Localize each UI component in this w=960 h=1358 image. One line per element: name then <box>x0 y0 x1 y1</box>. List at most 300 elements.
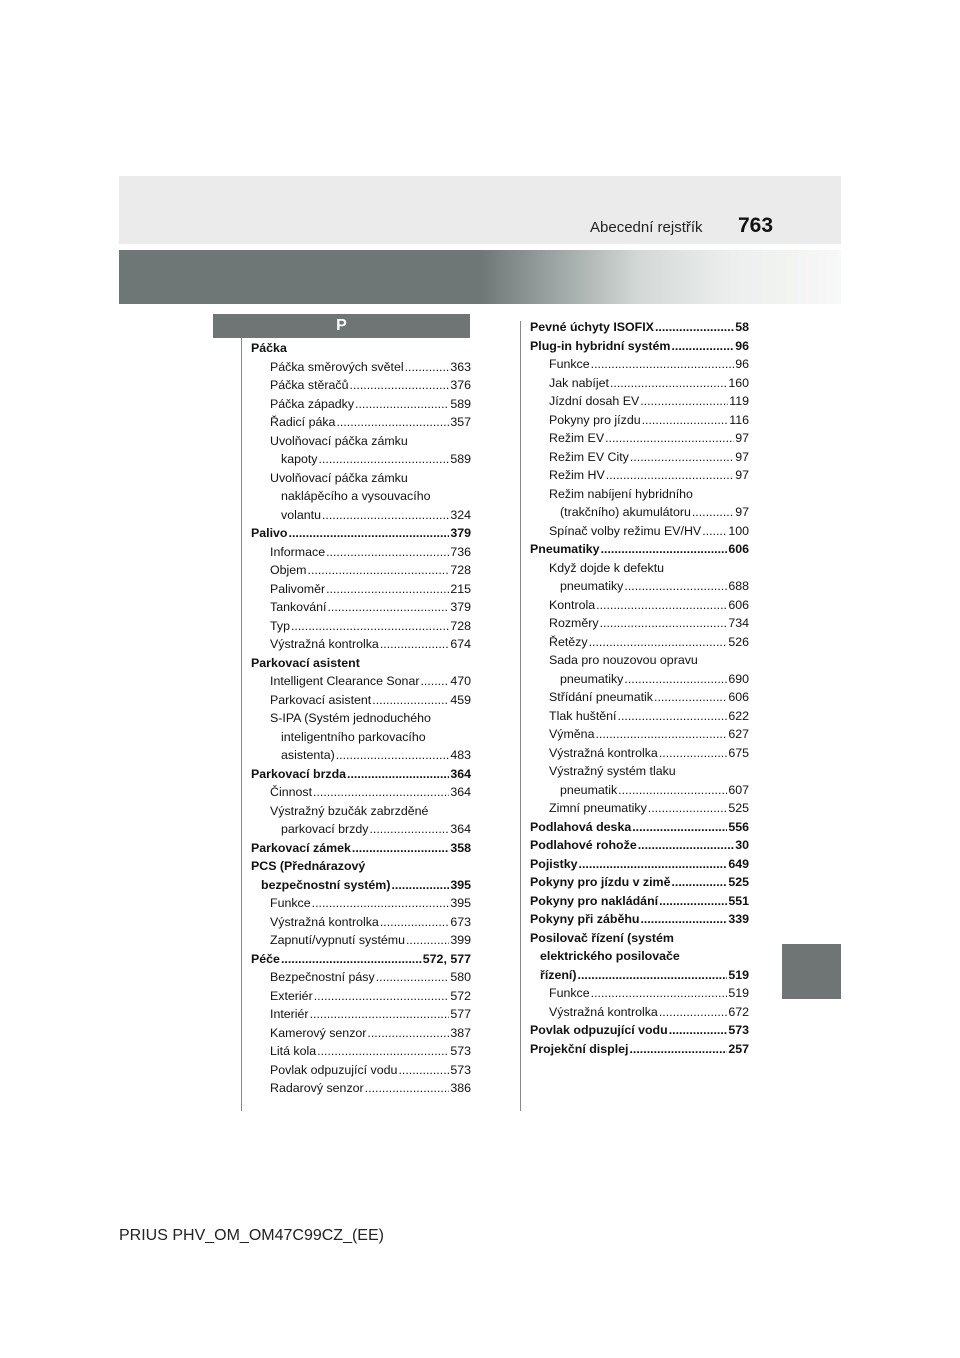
index-entry-term: Páčka <box>251 341 287 355</box>
index-entry <box>251 765 471 784</box>
index-entry-page[interactable]: 364 <box>450 785 471 799</box>
index-entry-term: Péče <box>251 951 280 966</box>
index-entry-term: PCS (Přednárazový <box>251 859 366 873</box>
index-entry-page[interactable]: 215 <box>450 581 471 596</box>
index-entry <box>251 450 471 469</box>
index-entry-term: Režim nabíjení hybridního <box>549 486 693 501</box>
index-entry-term: Posilovač řízení (systém <box>530 930 674 945</box>
index-entry-page[interactable]: 96 <box>735 338 749 353</box>
right-column-rule <box>520 321 521 1111</box>
index-entry-term: Výstražný bzučák zabrzděné <box>270 803 429 818</box>
index-entry-page[interactable]: 519 <box>728 967 749 982</box>
index-entry-page[interactable]: 399 <box>450 933 471 947</box>
index-entry-term: Výstražný systém tlaku <box>549 764 676 778</box>
index-entry-term: Páčka směrových světel <box>270 359 404 374</box>
index-entry-term: Spínač volby režimu EV/HV <box>549 523 702 538</box>
index-entry <box>530 651 749 670</box>
index-entry <box>530 855 749 874</box>
index-entry-page[interactable]: 257 <box>728 1041 749 1056</box>
index-entry <box>251 691 471 710</box>
index-entry-term: Režim EV <box>549 431 605 445</box>
index-entry-page[interactable]: 324 <box>450 507 471 522</box>
dot-leader <box>591 984 728 1003</box>
index-entry <box>530 873 749 892</box>
index-entry-term: Pokyny pro jízdu v zimě <box>530 875 671 889</box>
index-entry <box>251 413 471 432</box>
index-entry-page[interactable]: 387 <box>450 1025 471 1040</box>
dot-leader <box>579 855 728 874</box>
index-entry-page[interactable]: 363 <box>450 359 471 374</box>
index-entry <box>251 395 471 414</box>
index-entry <box>530 522 749 541</box>
index-entry-page[interactable]: 572, 577 <box>422 951 471 966</box>
index-entry-term: Páčka stěračů <box>270 378 349 392</box>
index-entry <box>530 947 749 966</box>
index-entry-page[interactable]: 589 <box>450 452 471 466</box>
index-entry <box>530 559 749 578</box>
dot-leader <box>654 688 727 707</box>
index-entry-page[interactable]: 573 <box>728 1023 749 1037</box>
dot-leader <box>281 950 422 969</box>
index-entry <box>530 503 749 522</box>
index-entry-page[interactable]: 573 <box>450 1044 471 1058</box>
dot-leader <box>380 913 450 932</box>
index-entry-page[interactable]: 358 <box>450 840 471 855</box>
index-entry-page[interactable]: 688 <box>728 579 749 593</box>
index-entry-term: Tlak huštění <box>549 708 617 723</box>
left-column-rule <box>241 321 242 1111</box>
dot-leader <box>420 672 449 691</box>
index-entry-page[interactable]: 728 <box>450 618 471 633</box>
dot-leader <box>630 448 734 467</box>
index-entry-term: Řadicí páka <box>270 415 336 429</box>
index-entry <box>530 1040 749 1059</box>
index-entry-page[interactable]: 525 <box>728 801 749 815</box>
dot-leader <box>596 596 727 615</box>
dot-leader <box>638 836 734 855</box>
dot-leader <box>310 1005 450 1024</box>
dot-leader <box>692 503 734 522</box>
index-entry-page[interactable]: 607 <box>728 782 749 797</box>
index-entry-term: Střídání pneumatik <box>549 690 654 704</box>
index-entry <box>251 654 471 673</box>
index-entry-term: Pokyny pro nakládání <box>530 893 659 908</box>
index-entry-term: Zapnutí/vypnutí systému <box>270 933 405 947</box>
index-entry-term: Parkovací brzda <box>251 766 347 781</box>
index-entry <box>530 762 749 781</box>
dot-leader <box>601 540 728 559</box>
index-entry-page[interactable]: 690 <box>728 671 749 686</box>
index-entry-term: parkovací brzdy <box>281 822 369 836</box>
index-entry-page[interactable]: 622 <box>728 708 749 723</box>
index-entry <box>530 485 749 504</box>
dot-leader <box>632 818 727 837</box>
index-entry-page[interactable]: 589 <box>450 396 471 411</box>
index-entry-page[interactable]: 526 <box>728 634 749 649</box>
index-entry-term: Páčka západky <box>270 396 355 411</box>
dot-leader <box>352 839 449 858</box>
index-entry-page[interactable]: 649 <box>728 856 749 871</box>
index-entry-page[interactable]: 395 <box>450 877 471 892</box>
index-entry-term: Funkce <box>270 896 311 910</box>
dot-leader <box>319 450 450 469</box>
index-entry-term: pneumatiky <box>560 579 624 593</box>
index-column-left <box>251 339 471 1098</box>
index-entry-term: Litá kola <box>270 1044 317 1058</box>
index-entry-term: Když dojde k defektu <box>549 560 665 575</box>
dot-leader <box>642 411 729 430</box>
index-entry-term: Uvolňovací páčka zámku <box>270 470 408 485</box>
dot-leader <box>372 691 449 710</box>
dot-leader <box>624 670 727 689</box>
index-entry-term: Parkovací zámek <box>251 840 351 855</box>
index-entry-term: Výstražná kontrolka <box>549 1004 658 1019</box>
dot-leader <box>350 376 450 395</box>
index-entry <box>251 339 471 358</box>
index-entry-term: Činnost <box>270 785 313 799</box>
dot-leader <box>326 543 449 562</box>
index-entry <box>251 950 471 969</box>
dot-leader <box>589 633 728 652</box>
dot-leader <box>289 524 450 543</box>
index-entry-term: Informace <box>270 544 326 559</box>
dot-leader <box>314 987 450 1006</box>
index-entry-term: elektrického posilovače <box>540 949 680 963</box>
index-entry-term: Povlak odpuzující vodu <box>270 1062 398 1077</box>
index-entry-term: Pokyny pro jízdu <box>549 412 641 427</box>
index-entry <box>251 580 471 599</box>
index-entry-term: Tankování <box>270 600 327 614</box>
index-entry-term: Režim EV City <box>549 449 629 464</box>
index-entry-term: Zimní pneumatiky <box>549 801 647 815</box>
index-entry-page[interactable]: 97 <box>735 431 749 445</box>
dot-leader <box>308 561 450 580</box>
dot-leader <box>640 392 728 411</box>
index-entry-page[interactable]: 525 <box>728 875 749 889</box>
index-entry-term: Pevné úchyty ISOFIX <box>530 320 654 334</box>
index-entry-page[interactable]: 551 <box>728 893 749 908</box>
dot-leader <box>606 466 734 485</box>
index-entry-term: Podlahová deska <box>530 819 632 834</box>
dot-leader <box>640 910 727 929</box>
index-entry <box>251 524 471 543</box>
index-entry-page[interactable]: 470 <box>450 674 471 688</box>
index-entry <box>251 728 471 747</box>
index-entry-term: inteligentního parkovacího <box>281 729 426 744</box>
index-entry <box>251 635 471 654</box>
index-entry-page[interactable]: 459 <box>450 692 471 707</box>
dot-leader <box>655 318 734 337</box>
index-entry <box>251 1024 471 1043</box>
index-entry-page[interactable]: 673 <box>450 914 471 929</box>
index-entry-term: Kontrola <box>549 597 596 612</box>
dot-leader <box>600 614 728 633</box>
index-entry <box>530 929 749 948</box>
index-entry <box>251 432 471 451</box>
index-entry-term: Uvolňovací páčka zámku <box>270 433 408 448</box>
dot-leader <box>380 635 450 654</box>
index-column-right <box>530 318 749 1058</box>
dot-leader <box>671 337 734 356</box>
dot-leader <box>618 707 728 726</box>
index-entry-term: naklápěcího a vysouvacího <box>281 489 431 503</box>
index-entry-page[interactable]: 100 <box>728 523 749 538</box>
index-entry <box>530 1021 749 1040</box>
index-entry-term: Pneumatiky <box>530 542 600 556</box>
index-entry-term: (trakčního) akumulátoru <box>560 505 691 519</box>
index-entry <box>251 839 471 858</box>
index-entry-page[interactable]: 606 <box>728 542 749 556</box>
index-entry-term: řízení) <box>540 967 577 982</box>
index-entry-term: kapoty <box>281 452 318 466</box>
index-entry-term: Pojistky <box>530 856 578 871</box>
index-entry <box>251 709 471 728</box>
index-entry <box>530 984 749 1003</box>
index-entry <box>251 1042 471 1061</box>
index-entry-page[interactable]: 364 <box>450 766 471 781</box>
index-entry-page[interactable]: 160 <box>728 375 749 390</box>
index-entry <box>530 670 749 689</box>
index-entry-page[interactable]: 119 <box>729 394 749 408</box>
dot-leader <box>355 395 449 414</box>
dot-leader <box>659 1003 728 1022</box>
dot-leader <box>648 799 728 818</box>
dot-leader <box>365 1079 450 1098</box>
index-entry-page[interactable]: 627 <box>728 727 749 741</box>
dot-leader <box>291 617 449 636</box>
index-entry-page[interactable]: 606 <box>728 597 749 612</box>
index-entry-page[interactable]: 606 <box>728 690 749 704</box>
index-entry-page[interactable]: 97 <box>735 449 749 464</box>
index-entry <box>530 818 749 837</box>
index-entry <box>530 355 749 374</box>
index-entry-page[interactable]: 339 <box>728 912 749 926</box>
dot-leader <box>327 598 449 617</box>
index-entry-page[interactable]: 357 <box>450 415 471 429</box>
index-entry-page[interactable]: 97 <box>735 468 749 482</box>
index-entry-page[interactable]: 572 <box>450 988 471 1003</box>
index-entry-term: Interiér <box>270 1007 309 1021</box>
header-gradient-band <box>119 250 841 304</box>
index-entry-term: Režim HV <box>549 468 605 482</box>
index-entry-page[interactable]: 728 <box>450 563 471 577</box>
index-entry <box>530 836 749 855</box>
dot-leader <box>336 746 450 765</box>
index-entry <box>251 617 471 636</box>
index-entry-page[interactable]: 97 <box>735 505 749 519</box>
dot-leader <box>367 1024 449 1043</box>
dot-leader <box>405 358 450 377</box>
index-entry <box>530 1003 749 1022</box>
index-entry <box>251 543 471 562</box>
index-entry <box>530 799 749 818</box>
dot-leader <box>595 725 727 744</box>
index-entry <box>251 672 471 691</box>
index-entry-term: Funkce <box>549 357 590 371</box>
index-entry <box>251 358 471 377</box>
section-title: Abecední rejstřík <box>590 219 703 236</box>
index-entry <box>251 376 471 395</box>
index-entry-page[interactable]: 675 <box>728 745 749 760</box>
index-entry-term: Výstražná kontrolka <box>270 914 379 929</box>
dot-leader <box>702 522 727 541</box>
dot-leader <box>578 966 728 985</box>
index-entry-term: Rozměry <box>549 616 599 630</box>
index-entry-page[interactable]: 96 <box>735 357 749 371</box>
index-entry-page[interactable]: 364 <box>450 822 471 836</box>
dot-leader <box>669 1021 728 1040</box>
index-entry-term: S-IPA (Systém jednoduchého <box>270 711 431 725</box>
index-entry-term: volantu <box>281 507 321 522</box>
index-entry-term: asistenta) <box>281 748 335 762</box>
index-entry-term: pneumatiky <box>560 671 624 686</box>
index-entry <box>251 598 471 617</box>
index-entry <box>251 968 471 987</box>
index-entry <box>251 506 471 525</box>
index-entry <box>251 820 471 839</box>
index-entry <box>530 707 749 726</box>
index-entry-term: Parkovací asistent <box>251 655 360 670</box>
index-entry <box>530 725 749 744</box>
index-entry <box>530 392 749 411</box>
dot-leader <box>336 413 449 432</box>
index-entry <box>530 577 749 596</box>
document-footer: PRIUS PHV_OM_OM47C99CZ_(EE) <box>119 1227 384 1244</box>
index-entry-page[interactable]: 573 <box>450 1062 471 1077</box>
index-entry <box>530 633 749 652</box>
index-entry <box>530 411 749 430</box>
index-entry-page[interactable]: 376 <box>450 378 471 392</box>
index-entry-term: Řetězy <box>549 634 588 649</box>
dot-leader <box>317 1042 449 1061</box>
dot-leader <box>326 580 449 599</box>
index-entry-page[interactable]: 556 <box>728 819 749 834</box>
index-entry <box>251 487 471 506</box>
index-entry-term: Palivo <box>251 526 288 540</box>
dot-leader <box>347 765 449 784</box>
index-entry <box>251 1061 471 1080</box>
dot-leader <box>391 876 449 895</box>
header-band <box>119 176 841 244</box>
dot-leader <box>591 355 735 374</box>
index-entry-term: Výstražná kontrolka <box>270 637 379 651</box>
index-entry-page[interactable]: 116 <box>729 412 749 427</box>
dot-leader <box>313 783 449 802</box>
index-entry-term: Typ <box>270 618 290 633</box>
index-entry-page[interactable]: 736 <box>450 544 471 559</box>
index-entry <box>251 561 471 580</box>
index-entry <box>251 894 471 913</box>
index-entry-term: Radarový senzor <box>270 1081 364 1095</box>
index-entry-term: Exteriér <box>270 988 313 1003</box>
index-entry <box>530 781 749 800</box>
index-entry-page[interactable]: 379 <box>450 600 471 614</box>
dot-leader <box>398 1061 449 1080</box>
index-entry-term: Výstražná kontrolka <box>549 745 658 760</box>
dot-leader <box>659 744 728 763</box>
index-entry-page[interactable]: 734 <box>728 616 749 630</box>
page-number: 763 <box>738 214 774 237</box>
index-entry <box>530 337 749 356</box>
index-entry-term: Jízdní dosah EV <box>549 394 640 408</box>
index-entry-term: Projekční displej <box>530 1041 629 1056</box>
index-entry <box>251 1005 471 1024</box>
index-entry-term: Sada pro nouzovou opravu <box>549 653 698 667</box>
index-side-tab <box>782 944 841 999</box>
index-entry <box>530 614 749 633</box>
index-entry-term: Pokyny při záběhu <box>530 912 640 926</box>
index-entry-page[interactable]: 580 <box>450 970 471 984</box>
dot-leader <box>322 506 449 525</box>
dot-leader <box>406 931 449 950</box>
index-entry <box>530 744 749 763</box>
index-entry <box>251 987 471 1006</box>
index-entry <box>530 318 749 337</box>
dot-leader <box>605 429 734 448</box>
index-entry-page[interactable]: 395 <box>450 896 471 910</box>
index-entry-term: bezpečnostní systém) <box>261 877 391 892</box>
index-entry-term: pneumatik <box>560 782 618 797</box>
index-letter-heading: P <box>213 314 470 338</box>
index-entry <box>251 802 471 821</box>
index-entry <box>530 374 749 393</box>
index-entry <box>530 688 749 707</box>
dot-leader <box>376 968 450 987</box>
index-entry-term: Intelligent Clearance Sonar <box>270 674 420 688</box>
index-entry-page[interactable]: 58 <box>735 320 749 334</box>
index-entry-page[interactable]: 674 <box>450 637 471 651</box>
index-entry-term: Povlak odpuzující vodu <box>530 1023 668 1037</box>
index-entry <box>530 966 749 985</box>
index-entry-page[interactable]: 519 <box>728 986 749 1000</box>
index-entry <box>530 429 749 448</box>
index-entry <box>251 857 471 876</box>
index-entry-page[interactable]: 483 <box>450 748 471 762</box>
index-entry <box>530 596 749 615</box>
index-entry-term: Kamerový senzor <box>270 1025 367 1040</box>
index-entry <box>251 931 471 950</box>
index-entry <box>530 540 749 559</box>
index-entry-term: Podlahové rohože <box>530 838 637 852</box>
index-entry <box>251 1079 471 1098</box>
index-entry-term: Palivoměr <box>270 581 326 596</box>
dot-leader <box>312 894 450 913</box>
index-entry-page[interactable]: 386 <box>450 1081 471 1095</box>
dot-leader <box>618 781 727 800</box>
index-entry-term: Bezpečnostní pásy <box>270 970 375 984</box>
index-entry <box>530 466 749 485</box>
index-entry-term: Parkovací asistent <box>270 692 372 707</box>
index-entry-term: Funkce <box>549 986 590 1000</box>
index-entry-page[interactable]: 672 <box>728 1004 749 1019</box>
index-entry <box>251 746 471 765</box>
index-entry-term: Jak nabíjet <box>549 375 609 390</box>
dot-leader <box>629 1040 727 1059</box>
index-entry-page[interactable]: 577 <box>450 1007 471 1021</box>
dot-leader <box>671 873 727 892</box>
index-entry <box>530 910 749 929</box>
dot-leader <box>369 820 449 839</box>
index-entry-page[interactable]: 30 <box>735 838 749 852</box>
index-entry-term: Plug-in hybridní systém <box>530 338 671 353</box>
index-entry <box>251 469 471 488</box>
index-entry-page[interactable]: 379 <box>450 526 471 540</box>
index-entry <box>251 783 471 802</box>
index-entry <box>530 448 749 467</box>
dot-leader <box>610 374 727 393</box>
index-entry-term: Výměna <box>549 727 595 741</box>
index-entry <box>530 892 749 911</box>
